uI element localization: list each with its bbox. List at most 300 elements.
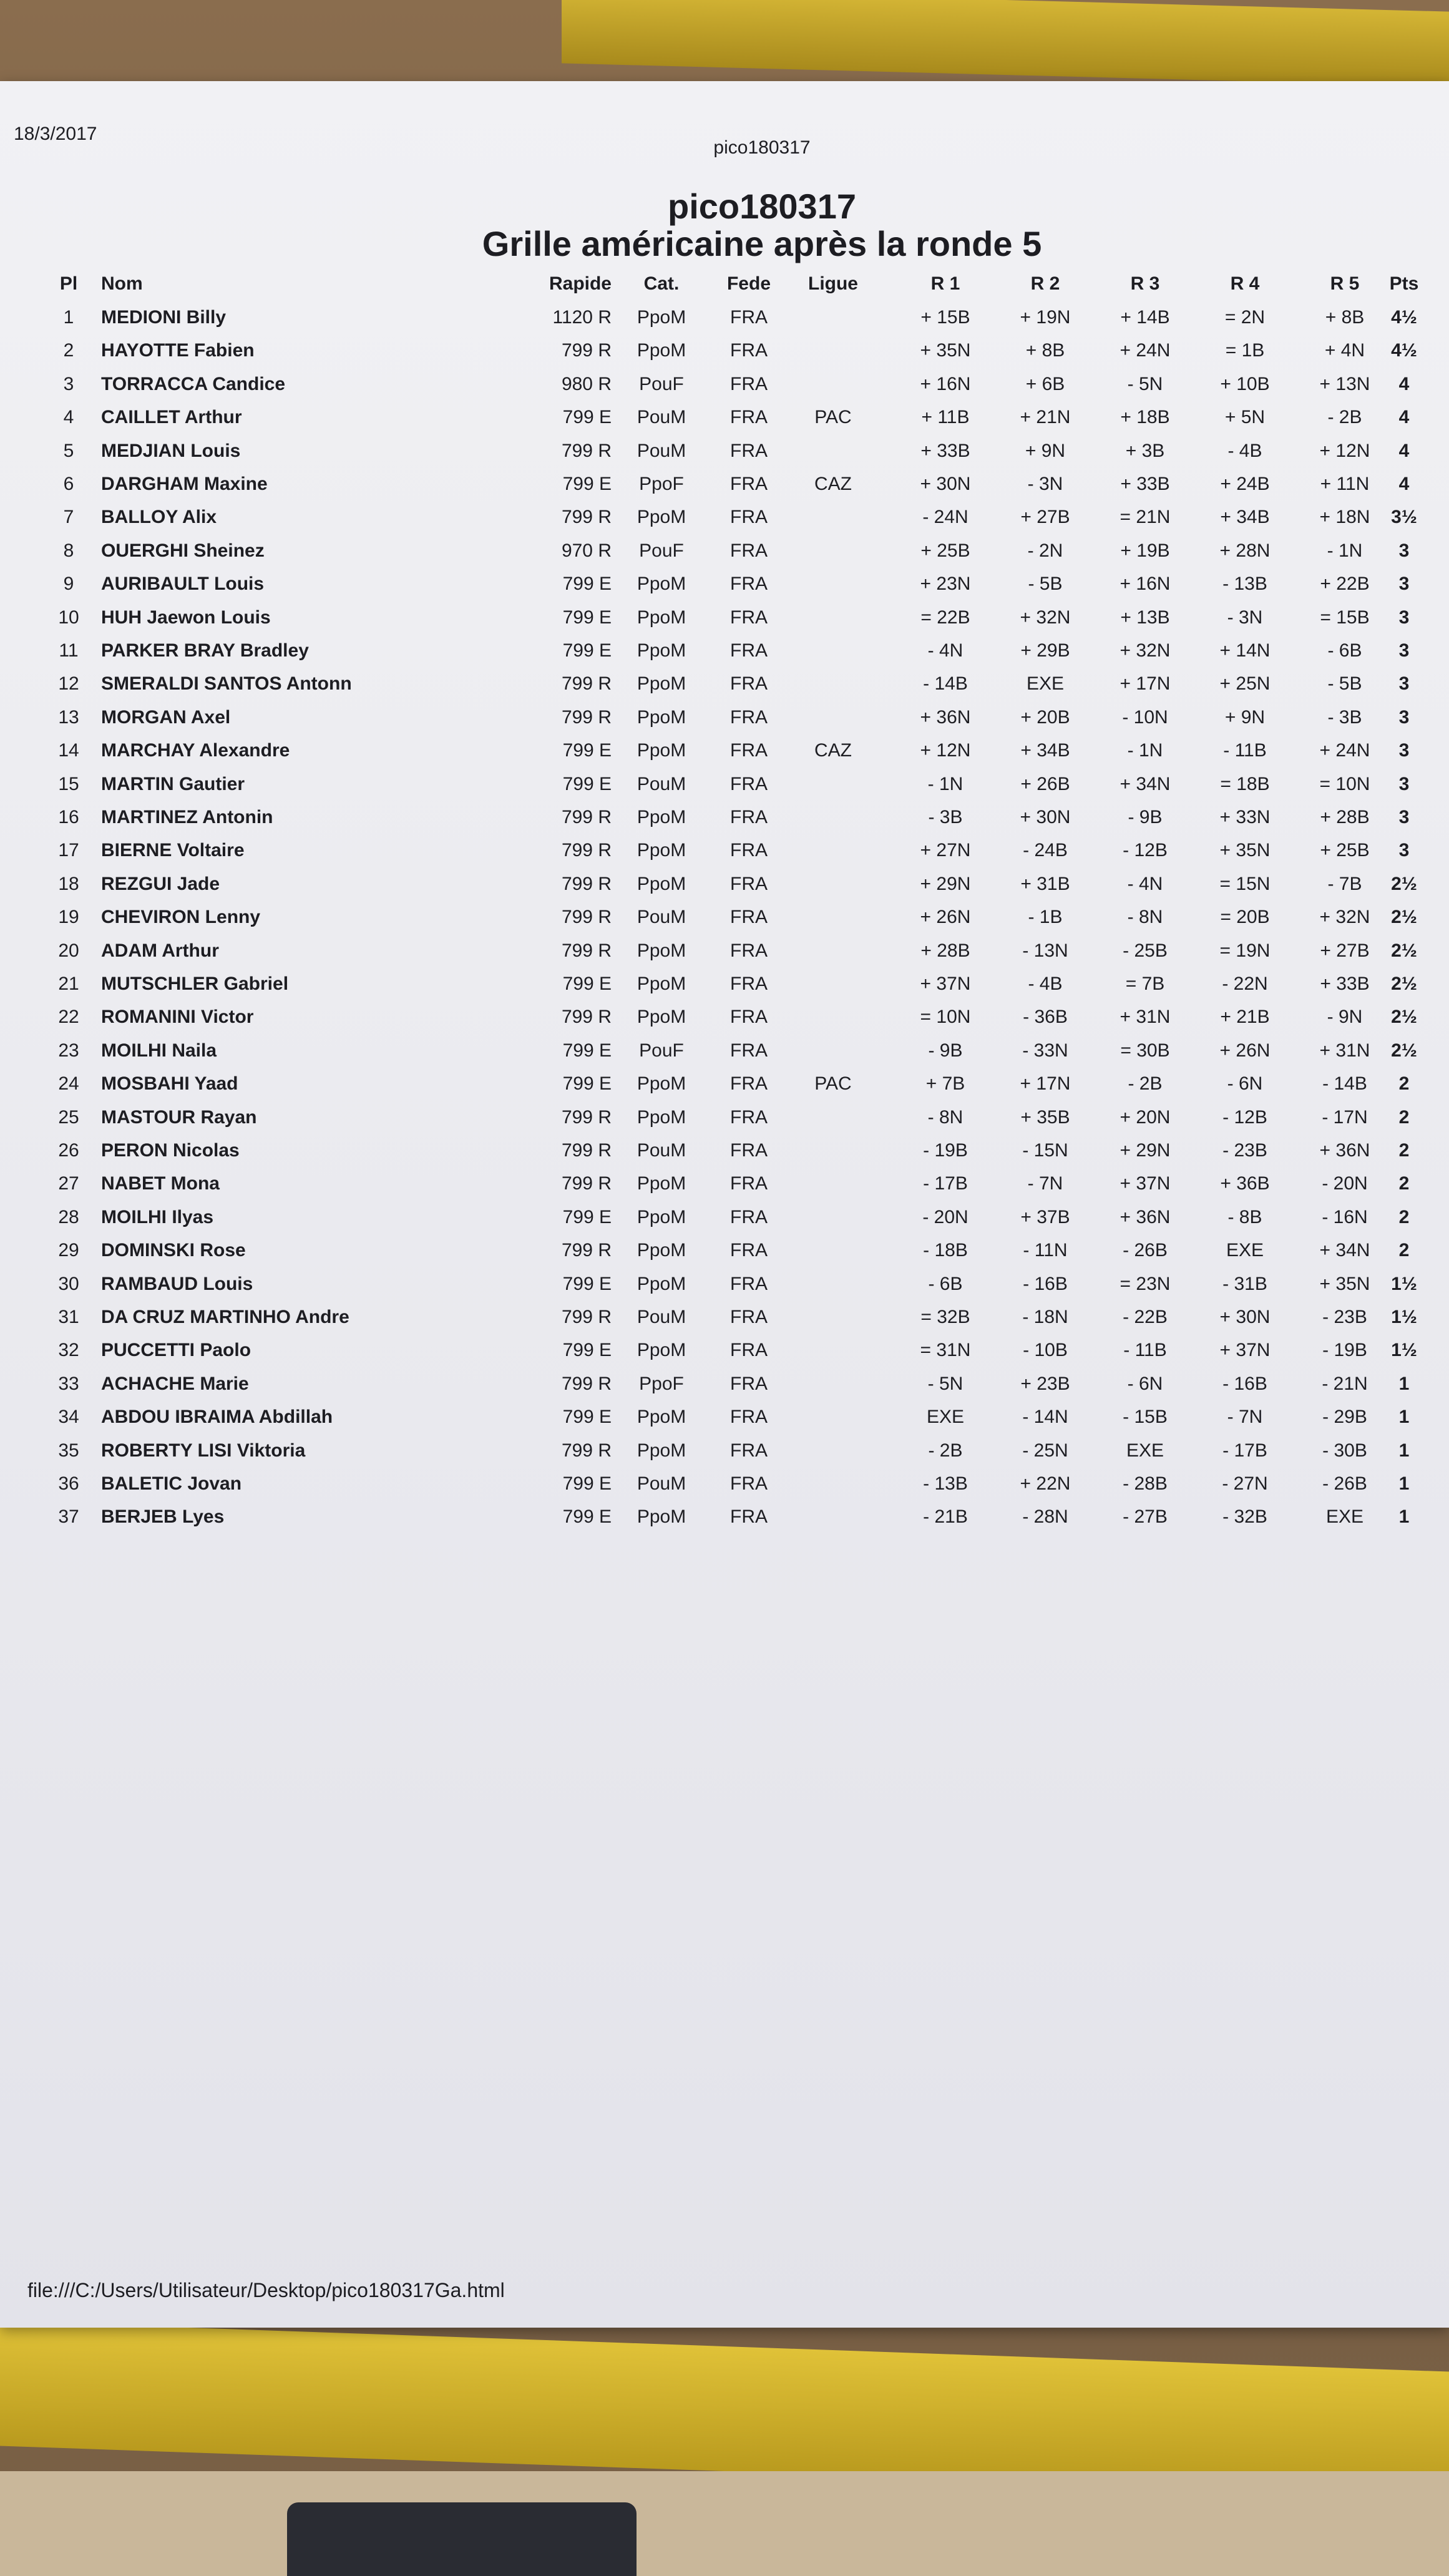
cell-nom: MORGAN Axel: [101, 706, 231, 728]
cell-pl: 28: [58, 1206, 79, 1227]
cell-r4: - 13B: [1222, 573, 1267, 595]
cell-nom: MUTSCHLER Gabriel: [101, 973, 289, 994]
cell-pl: 22: [58, 1007, 79, 1028]
cell-r4: - 3N: [1227, 607, 1263, 628]
cell-pl: 8: [63, 540, 74, 561]
cell-fede: FRA: [730, 607, 768, 628]
table-row: [0, 607, 1449, 638]
cell-fede: FRA: [730, 573, 768, 595]
col-r5: R 5: [1330, 273, 1360, 294]
cell-r2: - 14N: [1022, 1407, 1068, 1428]
cell-rapide: 799 E: [562, 773, 612, 794]
cell-pl: 13: [58, 706, 79, 728]
cell-pl: 30: [58, 1273, 79, 1294]
cell-rapide: 799 E: [562, 640, 612, 661]
cell-r3: EXE: [1126, 1440, 1164, 1461]
cell-r2: - 4B: [1028, 973, 1063, 994]
cell-pts: 1: [1398, 1373, 1410, 1394]
cell-r2: + 20B: [1020, 706, 1070, 728]
cell-fede: FRA: [730, 540, 768, 561]
cell-pl: 37: [58, 1506, 79, 1528]
cell-nom: MARTINEZ Antonin: [101, 807, 273, 827]
cell-r5: - 14B: [1322, 1073, 1367, 1095]
cell-r2: - 2N: [1027, 540, 1063, 561]
cell-r5: - 17N: [1322, 1106, 1368, 1128]
cell-cat: PpoM: [637, 740, 686, 761]
cell-rapide: 799 R: [561, 1240, 612, 1261]
table-row: [0, 1007, 1449, 1038]
cell-r2: - 11N: [1023, 1240, 1068, 1261]
cell-r2: - 10B: [1023, 1340, 1068, 1361]
cell-pts: 2½: [1391, 940, 1417, 961]
cell-nom: SMERALDI SANTOS Antonn: [101, 673, 352, 695]
cell-fede: FRA: [730, 474, 768, 494]
cell-cat: PpoM: [637, 1106, 686, 1128]
cell-pl: 36: [58, 1473, 79, 1494]
cell-r2: + 35B: [1020, 1106, 1070, 1128]
cell-nom: MARCHAY Alexandre: [101, 740, 290, 761]
cell-r5: + 8B: [1325, 307, 1365, 328]
cell-fede: FRA: [730, 1106, 768, 1128]
cell-r2: - 15N: [1022, 1140, 1068, 1161]
cell-pts: 3: [1398, 773, 1410, 794]
cell-rapide: 799 R: [561, 1440, 612, 1461]
cell-pts: 3: [1398, 706, 1410, 728]
cell-r2: + 34B: [1020, 740, 1070, 761]
cell-nom: CAILLET Arthur: [101, 407, 242, 428]
cell-r4: = 20B: [1220, 907, 1270, 928]
cell-rapide: 799 R: [561, 440, 612, 461]
cell-pl: 32: [58, 1340, 79, 1361]
cell-cat: PpoM: [637, 1206, 686, 1227]
cell-pts: 2½: [1391, 907, 1417, 928]
cell-pl: 14: [58, 740, 79, 761]
cell-nom: MEDJIAN Louis: [101, 440, 241, 461]
table-row: [0, 1440, 1449, 1471]
page-title: pico180317: [668, 187, 856, 226]
col-nom: Nom: [101, 273, 143, 294]
cell-r1: + 35N: [920, 340, 971, 361]
cell-r4: = 15N: [1219, 873, 1271, 894]
cell-pts: 1½: [1391, 1307, 1417, 1327]
cell-r1: + 36N: [920, 706, 971, 728]
cell-fede: FRA: [730, 1206, 768, 1227]
cell-fede: FRA: [730, 773, 768, 794]
cell-r4: + 25N: [1219, 673, 1271, 695]
cell-pts: 2: [1398, 1240, 1410, 1261]
cell-pts: 4½: [1391, 307, 1417, 328]
cell-r1: + 12N: [920, 740, 971, 761]
cell-r5: + 25B: [1320, 840, 1370, 861]
cell-r4: + 36B: [1220, 1173, 1270, 1194]
print-header-name: pico180317: [713, 137, 811, 158]
table-row: [0, 1307, 1449, 1338]
cell-r1: - 24N: [922, 507, 968, 528]
cell-fede: FRA: [730, 407, 768, 428]
cell-nom: DOMINSKI Rose: [101, 1240, 246, 1261]
cell-r5: = 15B: [1320, 607, 1370, 628]
cell-pts: 4: [1398, 440, 1410, 461]
cell-r1: - 18B: [923, 1240, 968, 1261]
cell-fede: FRA: [730, 840, 768, 861]
cell-fede: FRA: [730, 673, 768, 695]
cell-fede: FRA: [730, 706, 768, 728]
cell-nom: TORRACCA Candice: [101, 373, 286, 394]
table-row: [0, 707, 1449, 738]
cell-pl: 6: [63, 474, 74, 494]
cell-r2: - 5B: [1028, 573, 1063, 595]
cell-r3: = 30B: [1120, 1040, 1170, 1061]
cell-rapide: 799 R: [561, 907, 612, 928]
cell-cat: PpoF: [639, 474, 684, 494]
cell-r3: + 37N: [1120, 1173, 1171, 1194]
cell-cat: PpoM: [637, 973, 686, 994]
cell-nom: MEDIONI Billy: [101, 307, 227, 328]
cell-cat: PouF: [639, 540, 684, 561]
cell-pts: 1: [1398, 1506, 1410, 1528]
cell-cat: PouM: [637, 407, 686, 428]
cell-fede: FRA: [730, 307, 768, 328]
floor-object: [287, 2502, 637, 2576]
cell-r1: + 26N: [920, 907, 971, 928]
cell-cat: PpoM: [637, 1340, 686, 1361]
cell-r1: + 25B: [920, 540, 970, 561]
cell-nom: REZGUI Jade: [101, 873, 220, 894]
cell-r3: - 22B: [1123, 1307, 1168, 1327]
cell-fede: FRA: [730, 740, 768, 761]
cell-r2: - 1B: [1028, 907, 1063, 928]
cell-r3: + 24N: [1120, 340, 1171, 361]
cell-pl: 5: [63, 440, 74, 461]
col-rapide: Rapide: [549, 273, 612, 294]
cell-cat: PouM: [637, 1307, 686, 1327]
footer-file-path: file:///C:/Users/Utilisateur/Desktop/pico180317Ga.html: [27, 2279, 505, 2301]
cell-r2: + 30N: [1020, 807, 1071, 827]
cell-fede: FRA: [730, 1506, 768, 1528]
table-row: [0, 774, 1449, 805]
cell-r4: - 23B: [1222, 1140, 1267, 1161]
cell-fede: FRA: [730, 873, 768, 894]
cell-r3: + 17N: [1120, 673, 1171, 695]
cell-r1: - 19B: [923, 1140, 968, 1161]
cell-r3: - 11B: [1123, 1340, 1167, 1361]
cell-r4: = 1B: [1225, 340, 1265, 361]
cell-pl: 35: [58, 1440, 79, 1461]
col-pts: Pts: [1389, 273, 1419, 294]
cell-r4: + 21B: [1220, 1007, 1270, 1028]
cell-pts: 2: [1398, 1173, 1410, 1194]
cell-pts: 2½: [1391, 1007, 1417, 1028]
cell-nom: AURIBAULT Louis: [101, 573, 265, 595]
cell-r2: - 13N: [1022, 940, 1068, 961]
cell-r1: + 29N: [920, 873, 971, 894]
cell-r1: + 16N: [920, 373, 971, 394]
cell-nom: HUH Jaewon Louis: [101, 607, 271, 628]
cell-r2: - 3N: [1027, 474, 1063, 494]
cell-r2: + 8B: [1025, 340, 1065, 361]
cell-r3: + 32N: [1120, 640, 1171, 661]
cell-r5: - 19B: [1322, 1340, 1367, 1361]
cell-nom: DA CRUZ MARTINHO Andre: [101, 1307, 349, 1327]
cell-pts: 3: [1398, 807, 1410, 827]
floor: [0, 2471, 1449, 2576]
cell-r5: + 35N: [1319, 1273, 1370, 1294]
cell-fede: FRA: [730, 640, 768, 661]
cell-cat: PouM: [637, 1473, 686, 1494]
cell-r1: + 33B: [920, 440, 970, 461]
cell-r1: - 5N: [927, 1373, 964, 1394]
table-row: [0, 1107, 1449, 1138]
cell-ligue: CAZ: [814, 740, 852, 761]
cell-fede: FRA: [730, 1307, 768, 1327]
cell-pl: 1: [63, 307, 74, 328]
cell-r4: + 5N: [1224, 407, 1266, 428]
table-row: [0, 407, 1449, 438]
cell-r5: - 23B: [1322, 1307, 1367, 1327]
cell-r2: + 26B: [1020, 773, 1070, 794]
cell-r4: + 30N: [1219, 1307, 1271, 1327]
cell-cat: PpoM: [637, 1240, 686, 1261]
cell-r3: + 34N: [1120, 773, 1171, 794]
cell-r1: + 30N: [920, 474, 971, 494]
cell-r2: - 24B: [1023, 840, 1068, 861]
cell-cat: PouM: [637, 440, 686, 461]
cell-cat: PouF: [639, 1040, 684, 1061]
cell-rapide: 799 E: [562, 1073, 612, 1095]
cell-r3: - 12B: [1123, 840, 1168, 861]
cell-r5: - 30B: [1322, 1440, 1367, 1461]
cell-pl: 9: [63, 573, 74, 595]
cell-r5: EXE: [1325, 1506, 1364, 1528]
cell-r4: + 33N: [1219, 807, 1271, 827]
cell-cat: PpoM: [637, 840, 686, 861]
cell-r2: + 21N: [1020, 407, 1071, 428]
cell-r1: - 3B: [928, 807, 963, 827]
cell-cat: PpoM: [637, 1007, 686, 1028]
cell-rapide: 799 R: [561, 807, 612, 827]
cell-fede: FRA: [730, 1440, 768, 1461]
cell-r4: + 10B: [1220, 373, 1270, 394]
table-row: [0, 1173, 1449, 1204]
cell-nom: PERON Nicolas: [101, 1140, 240, 1161]
cell-r2: - 16B: [1023, 1273, 1068, 1294]
cell-r1: - 1N: [927, 773, 964, 794]
cell-pl: 23: [58, 1040, 79, 1061]
cell-r5: = 10N: [1319, 773, 1370, 794]
cell-rapide: 799 E: [562, 973, 612, 994]
cell-r1: = 22B: [920, 607, 970, 628]
cell-r1: + 23N: [920, 573, 971, 595]
cell-pl: 31: [58, 1307, 79, 1327]
table-row: [0, 874, 1449, 905]
cell-r2: - 18N: [1022, 1307, 1068, 1327]
cell-r2: EXE: [1026, 673, 1065, 695]
cell-r4: = 18B: [1220, 773, 1270, 794]
cell-cat: PpoM: [637, 873, 686, 894]
cell-cat: PpoM: [637, 940, 686, 961]
cell-nom: RAMBAUD Louis: [101, 1273, 253, 1294]
cell-rapide: 799 R: [561, 1140, 612, 1161]
cell-r5: - 7B: [1327, 873, 1362, 894]
cell-ligue: PAC: [814, 1073, 852, 1095]
cell-r3: - 2B: [1128, 1073, 1163, 1095]
cell-cat: PpoM: [637, 340, 686, 361]
cell-nom: HAYOTTE Fabien: [101, 340, 255, 361]
cell-fede: FRA: [730, 807, 768, 827]
cell-pts: 3: [1398, 740, 1410, 761]
cell-r2: - 25N: [1022, 1440, 1068, 1461]
cell-fede: FRA: [730, 373, 768, 394]
cell-r2: - 28N: [1022, 1506, 1068, 1528]
cell-pl: 11: [59, 640, 79, 661]
cell-fede: FRA: [730, 1373, 768, 1394]
cell-r1: - 13B: [923, 1473, 968, 1494]
cell-r2: + 9N: [1025, 440, 1066, 461]
cell-r4: - 32B: [1222, 1506, 1267, 1528]
cell-cat: PpoM: [637, 1073, 686, 1095]
cell-rapide: 799 R: [561, 873, 612, 894]
cell-pts: 3: [1398, 573, 1410, 595]
cell-pl: 16: [58, 807, 79, 827]
cell-r3: + 3B: [1125, 440, 1165, 461]
cell-r5: + 18N: [1319, 507, 1370, 528]
cell-r2: + 6B: [1025, 373, 1065, 394]
cell-nom: ADAM Arthur: [101, 940, 219, 961]
cell-pl: 27: [58, 1173, 79, 1194]
cell-nom: ROMANINI Victor: [101, 1007, 254, 1028]
cell-r5: + 4N: [1324, 340, 1365, 361]
cell-rapide: 799 R: [561, 1106, 612, 1128]
col-cat: Cat.: [643, 273, 680, 294]
cell-r1: - 4N: [927, 640, 964, 661]
cell-r4: + 34B: [1220, 507, 1270, 528]
cell-pts: 3: [1398, 540, 1410, 561]
cell-r3: + 31N: [1120, 1007, 1171, 1028]
cell-r4: + 24B: [1220, 474, 1270, 494]
table-row: [0, 1040, 1449, 1071]
cell-fede: FRA: [730, 1007, 768, 1028]
cell-pl: 20: [58, 940, 79, 961]
cell-pts: 3½: [1391, 507, 1417, 528]
cell-cat: PouM: [637, 773, 686, 794]
cell-cat: PpoM: [637, 1506, 686, 1528]
cell-r3: = 7B: [1125, 973, 1165, 994]
cell-rapide: 799 R: [561, 706, 612, 728]
cell-r5: - 6B: [1327, 640, 1362, 661]
table-row: [0, 441, 1449, 472]
cell-r4: + 35N: [1219, 840, 1271, 861]
cell-r1: = 10N: [920, 1007, 971, 1028]
cell-nom: OUERGHI Sheinez: [101, 540, 265, 561]
cell-rapide: 799 R: [561, 1173, 612, 1194]
cell-pts: 3: [1398, 673, 1410, 695]
cell-fede: FRA: [730, 940, 768, 961]
cell-r2: - 33N: [1022, 1040, 1068, 1061]
cell-pts: 4: [1398, 474, 1410, 494]
table-row: [0, 1140, 1449, 1171]
table-row: [0, 907, 1449, 938]
col-r2: R 2: [1030, 273, 1060, 294]
table-row: [0, 807, 1449, 838]
cell-r2: + 31B: [1020, 873, 1070, 894]
table-row: [0, 1506, 1449, 1538]
cell-r2: + 17N: [1020, 1073, 1071, 1095]
cell-r4: - 31B: [1222, 1273, 1267, 1294]
cell-cat: PpoM: [637, 1173, 686, 1194]
cell-rapide: 970 R: [561, 540, 612, 561]
table-row: [0, 1240, 1449, 1271]
cell-r4: - 17B: [1222, 1440, 1267, 1461]
cell-r1: - 21B: [923, 1506, 968, 1528]
table-header: [0, 273, 1449, 305]
cell-r3: + 33B: [1120, 474, 1170, 494]
table-row: [0, 1073, 1449, 1105]
cell-rapide: 799 E: [562, 1206, 612, 1227]
cell-cat: PpoM: [637, 1407, 686, 1428]
cell-r5: + 12N: [1319, 440, 1370, 461]
cell-r5: + 11N: [1320, 474, 1370, 494]
cell-pts: 4: [1398, 373, 1410, 394]
cell-cat: PpoF: [639, 1373, 684, 1394]
cell-nom: CHEVIRON Lenny: [101, 907, 261, 928]
cell-r5: - 20N: [1322, 1173, 1368, 1194]
table-row: [0, 507, 1449, 538]
cell-pts: 1: [1398, 1407, 1410, 1428]
table-row: [0, 340, 1449, 371]
cell-nom: NABET Mona: [101, 1173, 220, 1194]
cell-pl: 2: [63, 340, 74, 361]
cell-pts: 4½: [1391, 340, 1417, 361]
cell-pts: 2½: [1391, 873, 1417, 894]
table-row: [0, 940, 1449, 972]
cell-r3: - 6N: [1127, 1373, 1163, 1394]
cell-pl: 15: [58, 773, 79, 794]
cell-r3: - 1N: [1127, 740, 1163, 761]
cell-r4: = 2N: [1224, 307, 1266, 328]
cell-pts: 1½: [1391, 1273, 1417, 1294]
cell-nom: MOILHI Naila: [101, 1040, 217, 1061]
cell-rapide: 799 R: [561, 840, 612, 861]
cell-r1: + 15B: [920, 307, 970, 328]
cell-r5: + 28B: [1320, 807, 1370, 827]
cell-nom: BALETIC Jovan: [101, 1473, 242, 1494]
cell-r2: + 19N: [1020, 307, 1071, 328]
cell-fede: FRA: [730, 507, 768, 528]
table-row: [0, 1373, 1449, 1405]
cell-fede: FRA: [730, 1273, 768, 1294]
cell-cat: PouM: [637, 907, 686, 928]
cell-r4: - 4B: [1227, 440, 1262, 461]
cell-rapide: 799 E: [562, 1407, 612, 1428]
cell-r5: - 1N: [1327, 540, 1363, 561]
col-r1: R 1: [930, 273, 960, 294]
cell-pl: 25: [58, 1106, 79, 1128]
cell-fede: FRA: [730, 1073, 768, 1095]
cell-r4: - 7N: [1227, 1407, 1263, 1428]
cell-r5: + 13N: [1319, 373, 1370, 394]
cell-rapide: 799 R: [561, 673, 612, 695]
cell-fede: FRA: [730, 1140, 768, 1161]
cell-r3: - 27B: [1123, 1506, 1168, 1528]
cell-r5: - 5B: [1327, 673, 1362, 695]
cell-r3: - 10N: [1122, 706, 1168, 728]
cell-r5: + 31N: [1319, 1040, 1370, 1061]
cell-r5: - 9N: [1327, 1007, 1363, 1028]
cell-nom: MARTIN Gautier: [101, 773, 245, 794]
cell-pl: 34: [58, 1407, 79, 1428]
cell-r4: - 27N: [1222, 1473, 1268, 1494]
cell-fede: FRA: [730, 1407, 768, 1428]
